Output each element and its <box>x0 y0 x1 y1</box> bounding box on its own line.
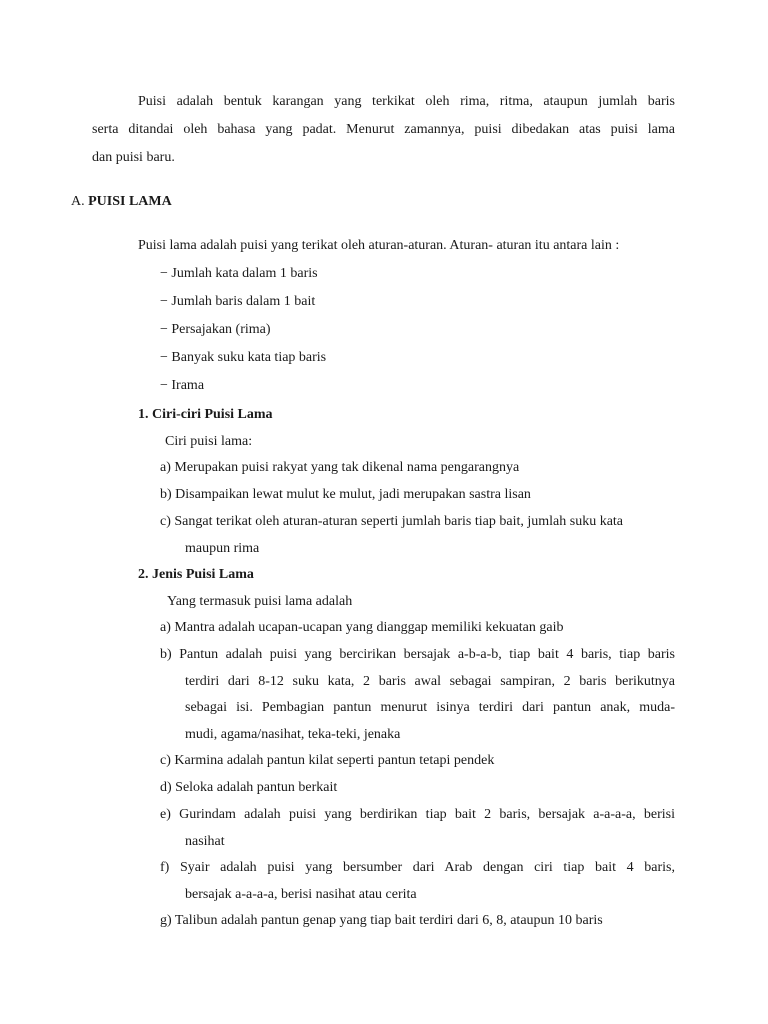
ciri-heading: 1. Ciri-ciri Puisi Lama <box>138 407 273 422</box>
rule-item: − Jumlah kata dalam 1 baris <box>160 266 318 281</box>
jenis-item-d: d) Seloka adalah pantun berkait <box>160 780 338 795</box>
ciri-item-a: a) Merupakan puisi rakyat yang tak dikenal nama pengarangnya <box>160 460 520 475</box>
jenis-heading: 2. Jenis Puisi Lama <box>138 567 254 582</box>
jenis-item-f-line-1: f) Syair adalah puisi yang bersumber dari Arab dengan ciri tiap bait 4 baris, <box>160 860 675 875</box>
ciri-item-b: b) Disampaikan lewat mulut ke mulut, jadi merupakan sastra lisan <box>160 487 531 502</box>
jenis-item-b-line-4: mudi, agama/nasihat, teka-teki, jenaka <box>185 727 401 742</box>
jenis-item-b-line-3: sebagai isi. Pembagian pantun menurut isinya terdiri dari pantun anak, muda- <box>185 700 675 715</box>
intro-line-1: Puisi adalah bentuk karangan yang terkikat oleh rima, ritma, ataupun jumlah baris <box>138 94 675 109</box>
intro-line-3: dan puisi baru. <box>92 150 175 165</box>
jenis-item-b-line-1: b) Pantun adalah puisi yang bercirikan bersajak a-b-a-b, tiap bait 4 baris, tiap baris <box>160 647 675 662</box>
jenis-item-f-line-2: bersajak a-a-a-a, berisi nasihat atau cerita <box>185 887 417 902</box>
rule-item: − Banyak suku kata tiap baris <box>160 350 327 365</box>
section-a-prefix: A. <box>71 194 85 209</box>
rule-item: − Persajakan (rima) <box>160 322 271 337</box>
intro-line-2: serta ditandai oleh bahasa yang padat. Menurut zamannya, puisi dibedakan atas puisi lama <box>92 122 675 137</box>
section-a-lead: Puisi lama adalah puisi yang terikat oleh aturan-aturan. Aturan- aturan itu antara lain : <box>138 238 620 253</box>
jenis-item-e-line-2: nasihat <box>185 834 225 849</box>
ciri-item-c-line-1: c) Sangat terikat oleh aturan-aturan seperti jumlah baris tiap bait, jumlah suku kata <box>160 514 624 529</box>
rule-item: − Irama <box>160 378 205 393</box>
jenis-item-b-line-2: terdiri dari 8-12 suku kata, 2 baris awal sebagai sampiran, 2 baris berikutnya <box>185 674 675 689</box>
ciri-item-c-line-2: maupun rima <box>185 541 260 556</box>
rule-item: − Jumlah baris dalam 1 bait <box>160 294 316 309</box>
jenis-item-a: a) Mantra adalah ucapan-ucapan yang dianggap memiliki kekuatan gaib <box>160 620 564 635</box>
section-a-heading <box>71 193 172 211</box>
jenis-item-e-line-1: e) Gurindam adalah puisi yang berdirikan tiap bait 2 baris, bersajak a-a-a-a, berisi <box>160 807 675 822</box>
jenis-lead: Yang termasuk puisi lama adalah <box>167 594 353 609</box>
ciri-lead: Ciri puisi lama: <box>165 434 253 449</box>
jenis-item-c: c) Karmina adalah pantun kilat seperti pantun tetapi pendek <box>160 753 495 768</box>
jenis-item-g: g) Talibun adalah pantun genap yang tiap bait terdiri dari 6, 8, ataupun 10 baris <box>160 913 603 928</box>
section-a-title: PUISI LAMA <box>88 194 172 209</box>
